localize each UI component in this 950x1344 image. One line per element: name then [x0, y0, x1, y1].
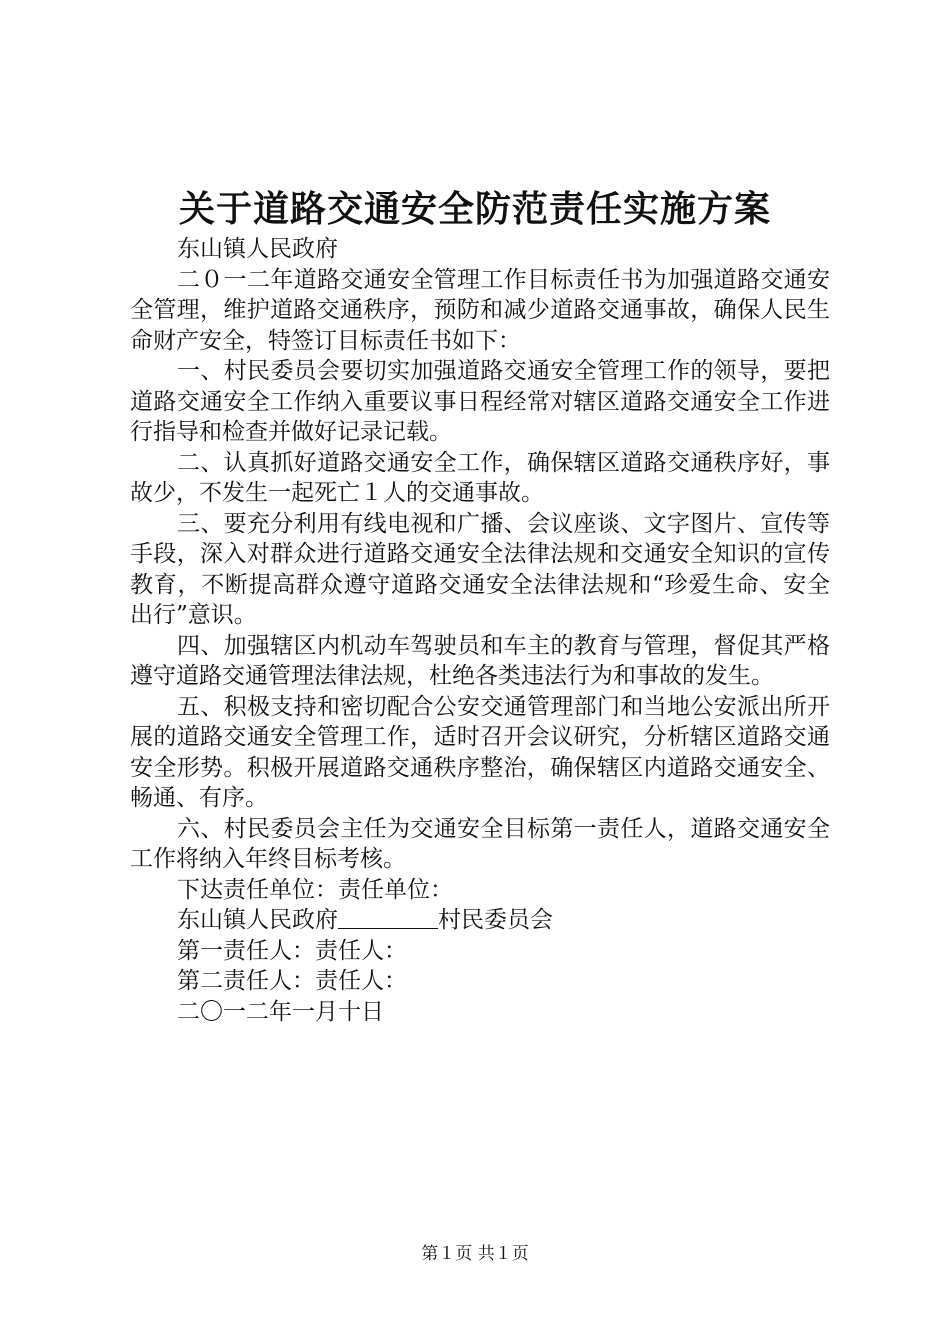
signature-left: 东山镇人民政府 — [177, 907, 338, 933]
page-footer: 第１页 共１页 — [421, 1244, 529, 1264]
signature-line — [130, 905, 830, 936]
paragraph-item-6: 六、村民委员会主任为交通安全目标第一责任人，道路交通安全工作将纳入年终目标考核。 — [130, 815, 830, 872]
signature-blank — [338, 908, 438, 929]
document-date: 二〇一二年一月十日 — [177, 998, 384, 1025]
paragraph-item-3: 三、要充分利用有线电视和广播、会议座谈、文字图片、宣传等手段，深入对群众进行道路交通安全法律法规和交通安全知识的宣传教育，不断提高群众遵守道路交通安全法律法规和“珍爱生命、安全出行”意识。 — [130, 510, 830, 628]
paragraph-item-2: 二、认真抓好道路交通安全工作，确保辖区道路交通秩序好，事故少，不发生一起死亡１人的交通事故。 — [130, 449, 830, 506]
paragraph-item-5: 五、积极支持和密切配合公安交通管理部门和当地公安派出所开展的道路交通安全管理工作，适时召开会议研究，分析辖区道路交通安全形势。积极开展道路交通秩序整治，确保辖区内道路交通安全、畅通、有序。 — [130, 693, 830, 811]
paragraph-item-1: 一、村民委员会要切实加强道路交通安全管理工作的领导，要把道路交通安全工作纳入重要议事日程经常对辖区道路交通安全工作进行指导和检查并做好记录记载。 — [130, 358, 830, 445]
second-responsible-line: 第二责任人：责任人： — [177, 968, 407, 994]
document-body — [130, 234, 830, 1027]
document-title: 关于道路交通安全防范责任实施方案 — [178, 188, 771, 230]
first-responsible-line: 第一责任人：责任人： — [177, 937, 407, 964]
paragraph-addressee: 东山镇人民政府 — [177, 236, 338, 262]
signature-right: 村民委员会 — [438, 907, 553, 933]
paragraph-units: 下达责任单位：责任单位： — [177, 876, 453, 903]
paragraph-intro: 二０一二年道路交通安全管理工作目标责任书为加强道路交通安全管理，维护道路交通秩序，预防和减少道路交通事故，确保人民生命财产安全，特签订目标责任书如下： — [130, 266, 830, 354]
paragraph-item-4: 四、加强辖区内机动车驾驶员和车主的教育与管理，督促其严格遵守道路交通管理法律法规，杜绝各类违法行为和事故的发生。 — [130, 632, 830, 689]
